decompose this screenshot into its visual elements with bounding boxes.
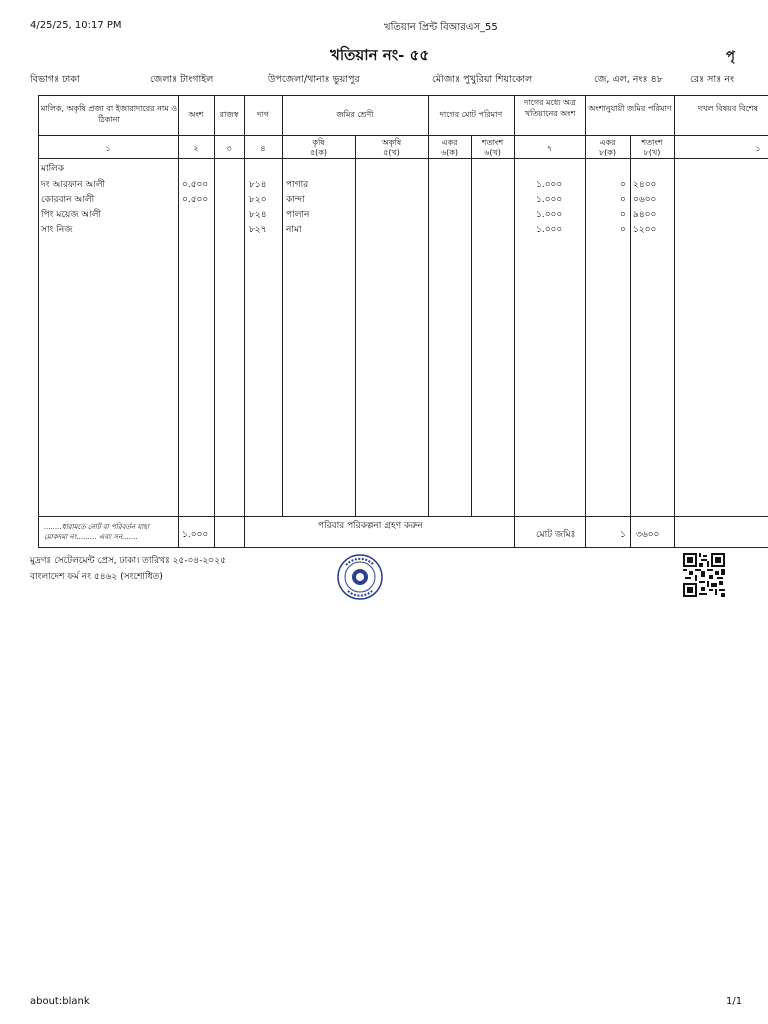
owner-section-label: মালিক [41, 164, 65, 174]
subheader-krishi: কৃষি [312, 138, 325, 147]
row-owner: কোরবান আলী [41, 195, 95, 205]
row-land-class: নামা [286, 225, 302, 235]
subheader-ekor-2-code: ৮(ক) [598, 148, 617, 157]
government-seal-icon [336, 553, 384, 601]
row-owner: পিং ময়েজ আলী [41, 210, 102, 220]
amendment-note-line-1: ........ধারামতে নোট বা পরিবর্তন যাহা [44, 523, 149, 531]
row-land-class: পাগার [286, 180, 309, 190]
upazila-label: উপজেলা/থানাঃ ভুয়াপুর [268, 74, 360, 85]
row-land-class: পালান [286, 210, 310, 220]
row-ekor: ০ [620, 225, 626, 235]
total-shotangsho: ৩৬০০ [636, 530, 660, 540]
header-land-class: জমির শ্রেণী [336, 110, 374, 119]
form-number: বাংলাদেশ ফর্ম নং ৫৪৬২ (সংশোধিত) [30, 572, 163, 582]
subheader-ekor-code: ৬(ক) [440, 148, 459, 157]
document-title: খতিয়ান নং- ৫৫ [330, 46, 430, 64]
header-dag-total: দাগের মোট পরিমাণ [439, 110, 503, 119]
subheader-krishi-code: ৫(ক) [309, 148, 328, 157]
row-dag: ৮১৪ [249, 180, 267, 190]
column-number-7: ৭ [546, 144, 553, 153]
row-owner: দং আরফান আলী [41, 180, 106, 190]
row-ekor: ০ [620, 210, 626, 220]
print-page-title: খতিয়ান প্রিন্ট বিআরএস_55 [384, 22, 498, 33]
column-number-2: ২ [193, 144, 199, 153]
row-dag: ৮২০ [249, 195, 267, 205]
print-datetime: 4/25/25, 10:17 PM [30, 20, 122, 31]
column-number-4: ৪ [260, 144, 266, 153]
khatian-table [38, 95, 768, 548]
qr-code-icon [683, 553, 725, 597]
family-planning-slogan: পরিবার পরিকল্পনা গ্রহণ করুন [318, 521, 423, 531]
row-ekor: ০ [620, 180, 626, 190]
column-number-1: ১ [105, 144, 111, 153]
row-owner: সাং নিজ [41, 225, 73, 235]
header-share: অংশ [188, 110, 204, 119]
column-number-9: ১ [755, 144, 761, 153]
row-shotangsho: ৯৪০০ [633, 210, 657, 220]
division-label: বিভাগঃ ঢাকা [30, 74, 80, 85]
row-dag-share: ১.০০০ [536, 180, 563, 190]
row-shotangsho: ১২০০ [633, 225, 657, 235]
row-dag-share: ১.০০০ [536, 210, 563, 220]
row-shotangsho: ২৪০০ [633, 180, 657, 190]
subheader-shotangsho-code: ৬(খ) [484, 148, 501, 157]
subheader-shotangsho: শতাংশ [481, 138, 504, 147]
subheader-akrishi: অকৃষি [381, 138, 402, 147]
print-url: about:blank [30, 996, 90, 1007]
header-dag-share: দাগের মধ্যে অত্র খতিয়ানের অংশ [524, 98, 576, 118]
header-share-amount: অংশানুযায়ী জমির পরিমাণ [588, 104, 672, 113]
column-number-3: ৩ [226, 144, 232, 153]
district-label: জেলাঃ টাংগাইল [150, 74, 214, 85]
header-dag: দাগ [257, 110, 269, 119]
mouza-label: মৌজাঃ পুখুরিয়া শিয়াকোল [432, 74, 533, 85]
subheader-shotangsho-2-code: ৮(খ) [643, 148, 661, 157]
row-dag: ৮২৭ [249, 225, 267, 235]
print-page-count: 1/1 [726, 996, 743, 1007]
subheader-ekor: একর [441, 138, 458, 147]
subheader-ekor-2: একর [599, 138, 616, 147]
row-share: ০.৫০০ [182, 195, 209, 205]
amendment-note-line-2: মোকদমা নং......... এবং সন....... [44, 533, 138, 541]
total-share: ১.০০০ [182, 530, 209, 540]
header-owner: মালিক, অকৃষি প্রজা বা ইজারাদারের নাম ও ঠিকানা [40, 104, 178, 124]
row-dag-share: ১.০০০ [536, 195, 563, 205]
jl-number-label: জে, এল, নংঃ ৪৮ [594, 74, 663, 85]
row-dag-share: ১.০০০ [536, 225, 563, 235]
row-shotangsho: ০৬০০ [633, 195, 657, 205]
row-land-class: কান্দা [286, 195, 305, 205]
subheader-akrishi-code: ৫(খ) [383, 148, 400, 157]
row-share: ০.৫০০ [182, 180, 209, 190]
register-label: রেঃ সাঃ নং [690, 74, 735, 85]
total-ekor: ১ [620, 530, 626, 540]
header-possession: দখল বিষয়ব বিশেষ [698, 104, 758, 113]
header-revenue: রাজস্ব [219, 110, 239, 119]
row-ekor: ০ [620, 195, 626, 205]
press-info: মুদ্রণঃ সেটেলমেন্ট প্রেস, ঢাকা। তারিখঃ ২৫-০৪-২০২৫ [30, 556, 226, 566]
subheader-shotangsho-2: শতাংশ [641, 138, 663, 147]
document-title-cut: পৃ [726, 49, 735, 64]
row-dag: ৮২৪ [249, 210, 267, 220]
total-land-label: মোট জমিঃ [536, 530, 576, 540]
